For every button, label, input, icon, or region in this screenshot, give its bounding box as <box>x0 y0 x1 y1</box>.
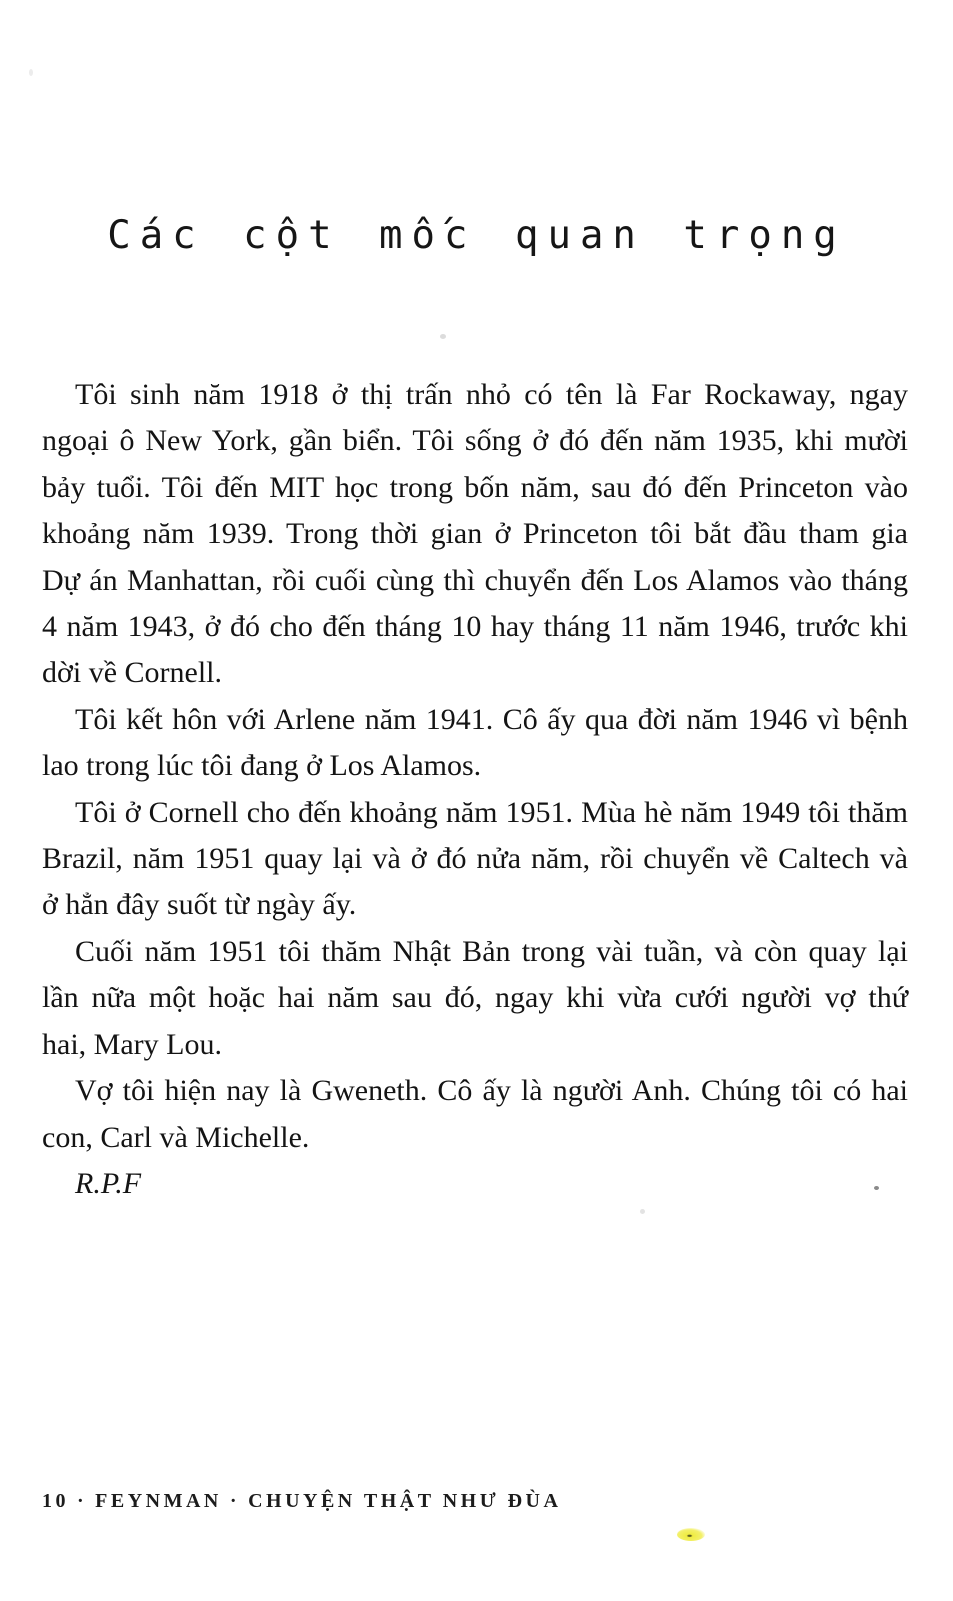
paragraph-line: hai, Mary Lou. <box>42 1027 222 1061</box>
paragraph-line: lần nữa một hoặc hai năm sau đó, ngay khi vừa cưới người vợ thứ <box>42 981 908 1015</box>
chapter-title: Các cột mốc quan trọng <box>107 213 846 258</box>
paragraph-line: Brazil, năm 1951 quay lại và ở đó nửa năm, rồi chuyển về Caltech và <box>42 842 908 876</box>
author-initials: R.P.F <box>75 1166 142 1200</box>
paragraph-line: ngoại ô New York, gần biển. Tôi sống ở đó đến năm 1935, khi mười <box>42 424 908 458</box>
footer-book-title: CHUYỆN THẬT NHƯ ĐÙA <box>248 1490 562 1512</box>
scan-speck <box>640 1209 645 1214</box>
paragraph-line: con, Carl và Michelle. <box>42 1120 310 1154</box>
paragraph-line: ở hẳn đây suốt từ ngày ấy. <box>42 888 357 922</box>
paragraph-line: Tôi kết hôn với Arlene năm 1941. Cô ấy qua đời năm 1946 vì bệnh <box>75 702 908 736</box>
scan-speck <box>29 69 33 76</box>
paragraph-line: Vợ tôi hiện nay là Gweneth. Cô ấy là người Anh. Chúng tôi có hai <box>75 1074 908 1108</box>
paragraph-line: khoảng năm 1939. Trong thời gian ở Princeton tôi bắt đầu tham gia <box>42 517 908 551</box>
paragraph-line: lao trong lúc tôi đang ở Los Alamos. <box>42 749 482 783</box>
paragraph-line: dời về Cornell. <box>42 656 222 690</box>
body-text <box>42 372 908 1207</box>
paragraph-line: 4 năm 1943, ở đó cho đến tháng 10 hay tháng 11 năm 1946, trước khi <box>42 610 908 644</box>
footer-book-author: FEYNMAN <box>95 1490 222 1512</box>
paragraph-line: bảy tuổi. Tôi đến MIT học trong bốn năm, sau đó đến Princeton vào <box>42 470 908 504</box>
paragraph-line: Dự án Manhattan, rồi cuối cùng thì chuyển đến Los Alamos vào tháng <box>42 563 908 597</box>
highlighter-smudge-mark <box>677 1528 705 1541</box>
scan-speck <box>440 334 446 339</box>
paragraph-line: Tôi ở Cornell cho đến khoảng năm 1951. Mùa hè năm 1949 tôi thăm <box>75 795 908 829</box>
page-number: 10 <box>42 1490 69 1512</box>
paragraph-line: Tôi sinh năm 1918 ở thị trấn nhỏ có tên là Far Rockaway, ngay <box>75 378 908 411</box>
footer-separator: · <box>77 1490 88 1512</box>
paragraph-line: Cuối năm 1951 tôi thăm Nhật Bản trong vài tuần, và còn quay lại <box>75 934 908 968</box>
footer-separator: · <box>229 1490 241 1512</box>
page-footer <box>42 1490 561 1513</box>
